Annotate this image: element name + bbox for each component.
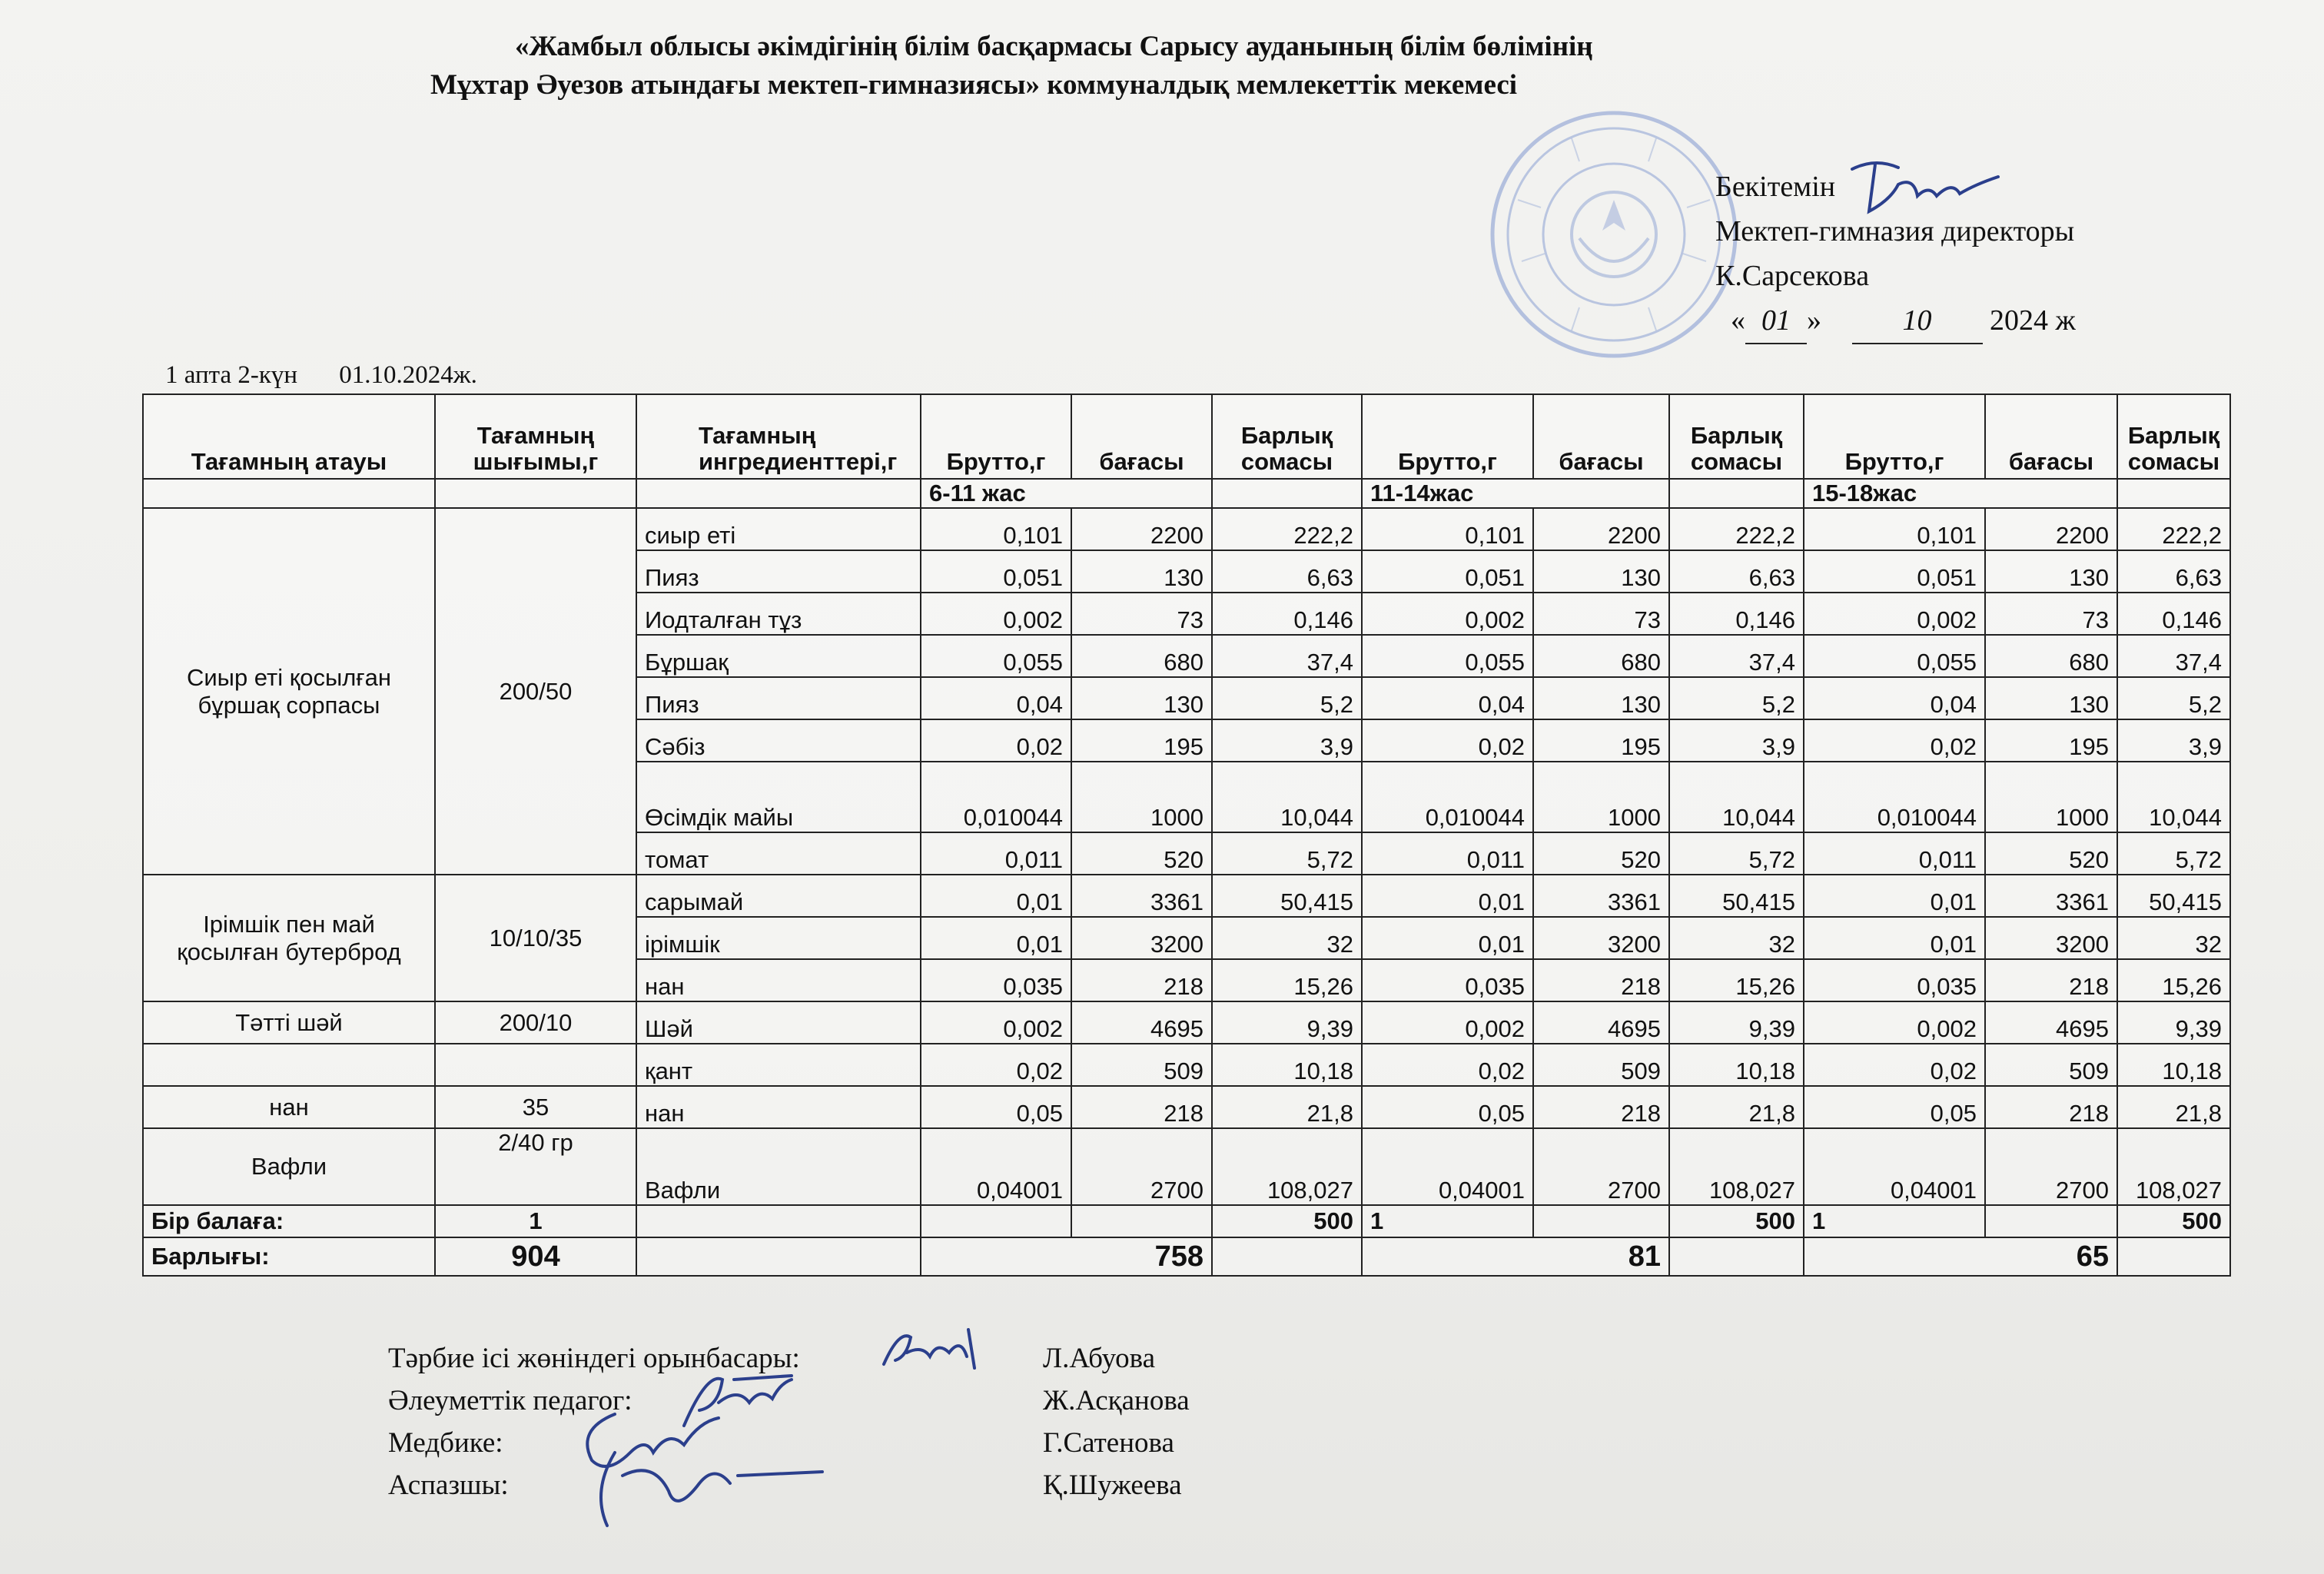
director-signature: [1844, 154, 2014, 223]
empty-cell: [2117, 1237, 2230, 1276]
price-1: 218: [1071, 959, 1212, 1001]
price-1: 218: [1071, 1086, 1212, 1128]
totals-gross-2: 81: [1362, 1237, 1669, 1276]
header-ingredients: Тағамның ингредиенттері,г: [636, 394, 921, 479]
dish-yield: 200/50: [435, 508, 636, 875]
header-total-1: Барлық сомасы: [1212, 394, 1362, 479]
total-1: 10,18: [1212, 1044, 1362, 1086]
signer-name: Қ.Шужеева: [1043, 1469, 1182, 1501]
total-3: 21,8: [2117, 1086, 2230, 1128]
total-2: 10,044: [1669, 762, 1804, 832]
price-2: 130: [1533, 550, 1669, 593]
price-3: 218: [1985, 959, 2117, 1001]
price-2: 3200: [1533, 917, 1669, 959]
gross-2: 0,011: [1362, 832, 1533, 875]
gross-1: 0,002: [921, 1001, 1071, 1044]
total-1: 10,044: [1212, 762, 1362, 832]
gross-3: 0,04001: [1804, 1128, 1985, 1205]
total-2: 32: [1669, 917, 1804, 959]
date-close-quote: »: [1807, 304, 1821, 337]
gross-1: 0,051: [921, 550, 1071, 593]
gross-3: 0,010044: [1804, 762, 1985, 832]
total-1: 6,63: [1212, 550, 1362, 593]
total-3: 222,2: [2117, 508, 2230, 550]
totals-gross-3: 65: [1804, 1237, 2117, 1276]
per-child-total-3: 500: [2117, 1205, 2230, 1237]
total-3: 5,2: [2117, 677, 2230, 719]
signer-name: Г.Сатенова: [1043, 1427, 1174, 1459]
organization-title: [430, 28, 1891, 105]
price-3: 4695: [1985, 1001, 2117, 1044]
total-2: 222,2: [1669, 508, 1804, 550]
totals-label: Барлығы:: [143, 1237, 435, 1276]
header-gross-3: Брутто,г: [1804, 394, 1985, 479]
total-2: 15,26: [1669, 959, 1804, 1001]
header-price-3: бағасы: [1985, 394, 2117, 479]
price-2: 73: [1533, 593, 1669, 635]
price-3: 218: [1985, 1086, 2117, 1128]
gross-1: 0,05: [921, 1086, 1071, 1128]
price-2: 4695: [1533, 1001, 1669, 1044]
date-month: 10: [1852, 298, 1983, 344]
empty-cell: [636, 1237, 921, 1276]
gross-1: 0,002: [921, 593, 1071, 635]
price-1: 73: [1071, 593, 1212, 635]
gross-3: 0,05: [1804, 1086, 1985, 1128]
age-group-1: 6-11 жас: [921, 479, 1212, 508]
date-year: 2024 ж: [1990, 304, 2076, 337]
approval-date: [1715, 298, 2076, 344]
approve-label: Бекітемін: [1715, 171, 1836, 203]
price-3: 2200: [1985, 508, 2117, 550]
total-3: 50,415: [2117, 875, 2230, 917]
total-1: 5,72: [1212, 832, 1362, 875]
gross-3: 0,051: [1804, 550, 1985, 593]
price-1: 3200: [1071, 917, 1212, 959]
date-day: 01: [1745, 298, 1807, 344]
gross-1: 0,010044: [921, 762, 1071, 832]
gross-3: 0,02: [1804, 1044, 1985, 1086]
price-2: 2200: [1533, 508, 1669, 550]
total-3: 6,63: [2117, 550, 2230, 593]
organization-title-line2: Мұхтар Әуезов атындағы мектеп-гимназиясы» коммуналдық мемлекеттік мекемесі: [430, 69, 1518, 101]
age-group-row: [143, 479, 2230, 508]
price-1: 130: [1071, 677, 1212, 719]
table-row: [143, 1044, 2230, 1086]
empty-cell: [2117, 479, 2230, 508]
total-1: 0,146: [1212, 593, 1362, 635]
total-1: 5,2: [1212, 677, 1362, 719]
empty-cell: [1985, 1205, 2117, 1237]
gross-2: 0,02: [1362, 1044, 1533, 1086]
price-3: 3200: [1985, 917, 2117, 959]
ingredient-name: ірімшік: [636, 917, 921, 959]
gross-2: 0,055: [1362, 635, 1533, 677]
gross-3: 0,002: [1804, 593, 1985, 635]
signature-cook: [584, 1445, 830, 1537]
menu-date: 01.10.2024ж.: [339, 361, 477, 389]
total-2: 5,2: [1669, 677, 1804, 719]
empty-cell: [143, 479, 435, 508]
header-gross-1: Брутто,г: [921, 394, 1071, 479]
signer-role: Әлеуметтік педагог:: [388, 1385, 632, 1416]
gross-1: 0,02: [921, 1044, 1071, 1086]
gross-2: 0,035: [1362, 959, 1533, 1001]
total-2: 6,63: [1669, 550, 1804, 593]
total-2: 9,39: [1669, 1001, 1804, 1044]
dish-name: [143, 1044, 435, 1086]
empty-cell: [921, 1205, 1071, 1237]
gross-3: 0,01: [1804, 875, 1985, 917]
gross-3: 0,01: [1804, 917, 1985, 959]
gross-2: 0,05: [1362, 1086, 1533, 1128]
empty-cell: [1212, 1237, 1362, 1276]
total-3: 10,18: [2117, 1044, 2230, 1086]
price-3: 3361: [1985, 875, 2117, 917]
ingredient-name: томат: [636, 832, 921, 875]
signer-role: Тәрбие ісі жөніндегі орынбасары:: [388, 1343, 800, 1374]
dish-name: Тәтті шәй: [143, 1001, 435, 1044]
total-3: 10,044: [2117, 762, 2230, 832]
empty-cell: [1669, 479, 1804, 508]
header-yield: Тағамның шығымы,г: [435, 394, 636, 479]
gross-2: 0,101: [1362, 508, 1533, 550]
gross-2: 0,01: [1362, 875, 1533, 917]
gross-3: 0,002: [1804, 1001, 1985, 1044]
total-1: 32: [1212, 917, 1362, 959]
organization-title-line1: «Жамбыл облысы әкімдігінің білім басқармасы Сарысу ауданының білім бөлімінің: [515, 31, 1593, 62]
price-1: 1000: [1071, 762, 1212, 832]
price-1: 195: [1071, 719, 1212, 762]
gross-3: 0,011: [1804, 832, 1985, 875]
total-2: 0,146: [1669, 593, 1804, 635]
ingredient-name: Сәбіз: [636, 719, 921, 762]
total-2: 50,415: [1669, 875, 1804, 917]
price-1: 509: [1071, 1044, 1212, 1086]
dish-name: нан: [143, 1086, 435, 1128]
total-2: 10,18: [1669, 1044, 1804, 1086]
header-dish-name: Тағамның атауы: [143, 394, 435, 479]
total-2: 108,027: [1669, 1128, 1804, 1205]
dish-yield: 10/10/35: [435, 875, 636, 1001]
total-1: 222,2: [1212, 508, 1362, 550]
price-3: 1000: [1985, 762, 2117, 832]
total-1: 3,9: [1212, 719, 1362, 762]
gross-2: 0,04001: [1362, 1128, 1533, 1205]
price-3: 520: [1985, 832, 2117, 875]
gross-1: 0,011: [921, 832, 1071, 875]
gross-3: 0,055: [1804, 635, 1985, 677]
per-child-label: Бір балаға:: [143, 1205, 435, 1237]
gross-2: 0,051: [1362, 550, 1533, 593]
price-2: 218: [1533, 959, 1669, 1001]
price-1: 680: [1071, 635, 1212, 677]
header-price-1: бағасы: [1071, 394, 1212, 479]
header-gross-2: Брутто,г: [1362, 394, 1533, 479]
ingredient-name: Шәй: [636, 1001, 921, 1044]
total-2: 37,4: [1669, 635, 1804, 677]
table-row: [143, 1086, 2230, 1128]
totals-row: [143, 1237, 2230, 1276]
dish-name: Сиыр еті қосылған бұршақ сорпасы: [143, 508, 435, 875]
approver-name: К.Сарсекова: [1715, 260, 1870, 292]
price-2: 3361: [1533, 875, 1669, 917]
empty-cell: [435, 479, 636, 508]
per-child-row: [143, 1205, 2230, 1237]
price-2: 680: [1533, 635, 1669, 677]
dish-yield: 35: [435, 1086, 636, 1128]
ingredient-name: нан: [636, 1086, 921, 1128]
totals-yield: 904: [435, 1237, 636, 1276]
ingredient-name: Вафли: [636, 1128, 921, 1205]
total-1: 50,415: [1212, 875, 1362, 917]
price-2: 509: [1533, 1044, 1669, 1086]
empty-cell: [1533, 1205, 1669, 1237]
gross-2: 0,010044: [1362, 762, 1533, 832]
price-1: 130: [1071, 550, 1212, 593]
total-2: 21,8: [1669, 1086, 1804, 1128]
ingredient-name: сарымай: [636, 875, 921, 917]
menu-table: [142, 394, 2231, 1277]
gross-1: 0,02: [921, 719, 1071, 762]
date-open-quote: «: [1731, 304, 1745, 337]
ingredient-name: Өсімдік майы: [636, 762, 921, 832]
total-2: 5,72: [1669, 832, 1804, 875]
dish-name: Ірімшік пен май қосылған бутерброд: [143, 875, 435, 1001]
dish-name: Вафли: [143, 1128, 435, 1205]
per-child-yield: 1: [435, 1205, 636, 1237]
dish-yield: [435, 1044, 636, 1086]
price-1: 520: [1071, 832, 1212, 875]
table-row: [143, 508, 2230, 550]
per-child-total-1: 500: [1212, 1205, 1362, 1237]
empty-cell: [1071, 1205, 1212, 1237]
ingredient-name: Пияз: [636, 677, 921, 719]
age-group-3: 15-18жас: [1804, 479, 2117, 508]
total-1: 21,8: [1212, 1086, 1362, 1128]
ingredient-name: Пияз: [636, 550, 921, 593]
total-3: 37,4: [2117, 635, 2230, 677]
price-1: 3361: [1071, 875, 1212, 917]
totals-gross-1: 758: [921, 1237, 1212, 1276]
total-3: 5,72: [2117, 832, 2230, 875]
signer-name: Ж.Асқанова: [1043, 1385, 1190, 1416]
header-price-2: бағасы: [1533, 394, 1669, 479]
price-2: 520: [1533, 832, 1669, 875]
ingredient-name: сиыр еті: [636, 508, 921, 550]
signer-role: Аспазшы:: [388, 1469, 509, 1501]
price-2: 1000: [1533, 762, 1669, 832]
ingredient-name: нан: [636, 959, 921, 1001]
gross-3: 0,035: [1804, 959, 1985, 1001]
empty-cell: [636, 1205, 921, 1237]
table-header-row: [143, 394, 2230, 479]
header-total-2: Барлық сомасы: [1669, 394, 1804, 479]
price-1: 2700: [1071, 1128, 1212, 1205]
empty-cell: [1669, 1237, 1804, 1276]
signer-role: Медбике:: [388, 1427, 503, 1459]
total-3: 3,9: [2117, 719, 2230, 762]
gross-1: 0,04001: [921, 1128, 1071, 1205]
dish-yield: 200/10: [435, 1001, 636, 1044]
gross-2: 0,002: [1362, 593, 1533, 635]
gross-1: 0,035: [921, 959, 1071, 1001]
table-row: [143, 1128, 2230, 1205]
gross-1: 0,04: [921, 677, 1071, 719]
signature-deputy: [876, 1322, 991, 1376]
week-day-label: 1 апта 2-күн: [165, 361, 298, 389]
empty-cell: [636, 479, 921, 508]
menu-day-line: [165, 361, 513, 390]
gross-1: 0,01: [921, 917, 1071, 959]
price-3: 130: [1985, 550, 2117, 593]
price-2: 218: [1533, 1086, 1669, 1128]
gross-3: 0,101: [1804, 508, 1985, 550]
per-child-gross-2: 1: [1362, 1205, 1533, 1237]
gross-2: 0,002: [1362, 1001, 1533, 1044]
ingredient-name: Бұршақ: [636, 635, 921, 677]
total-2: 3,9: [1669, 719, 1804, 762]
total-1: 37,4: [1212, 635, 1362, 677]
gross-3: 0,04: [1804, 677, 1985, 719]
total-3: 108,027: [2117, 1128, 2230, 1205]
total-1: 9,39: [1212, 1001, 1362, 1044]
gross-2: 0,04: [1362, 677, 1533, 719]
ingredient-name: Иодталған тұз: [636, 593, 921, 635]
gross-1: 0,055: [921, 635, 1071, 677]
price-3: 73: [1985, 593, 2117, 635]
price-2: 130: [1533, 677, 1669, 719]
table-row: [143, 1001, 2230, 1044]
official-stamp: [1487, 108, 1741, 361]
gross-2: 0,02: [1362, 719, 1533, 762]
table-row: [143, 875, 2230, 917]
price-3: 680: [1985, 635, 2117, 677]
ingredient-name: қант: [636, 1044, 921, 1086]
total-1: 108,027: [1212, 1128, 1362, 1205]
empty-cell: [1212, 479, 1362, 508]
approver-position: Мектеп-гимназия директоры: [1715, 215, 2075, 247]
dish-yield: 2/40 гр: [435, 1128, 636, 1205]
gross-2: 0,01: [1362, 917, 1533, 959]
price-3: 2700: [1985, 1128, 2117, 1205]
per-child-total-2: 500: [1669, 1205, 1804, 1237]
gross-3: 0,02: [1804, 719, 1985, 762]
price-3: 130: [1985, 677, 2117, 719]
total-3: 0,146: [2117, 593, 2230, 635]
price-2: 195: [1533, 719, 1669, 762]
price-1: 2200: [1071, 508, 1212, 550]
age-group-2: 11-14жас: [1362, 479, 1669, 508]
header-total-3: Барлық сомасы: [2117, 394, 2230, 479]
price-3: 195: [1985, 719, 2117, 762]
signer-name: Л.Абуова: [1043, 1343, 1156, 1374]
price-3: 509: [1985, 1044, 2117, 1086]
per-child-gross-3: 1: [1804, 1205, 1985, 1237]
price-2: 2700: [1533, 1128, 1669, 1205]
total-3: 15,26: [2117, 959, 2230, 1001]
gross-1: 0,01: [921, 875, 1071, 917]
total-1: 15,26: [1212, 959, 1362, 1001]
total-3: 9,39: [2117, 1001, 2230, 1044]
total-3: 32: [2117, 917, 2230, 959]
gross-1: 0,101: [921, 508, 1071, 550]
price-1: 4695: [1071, 1001, 1212, 1044]
